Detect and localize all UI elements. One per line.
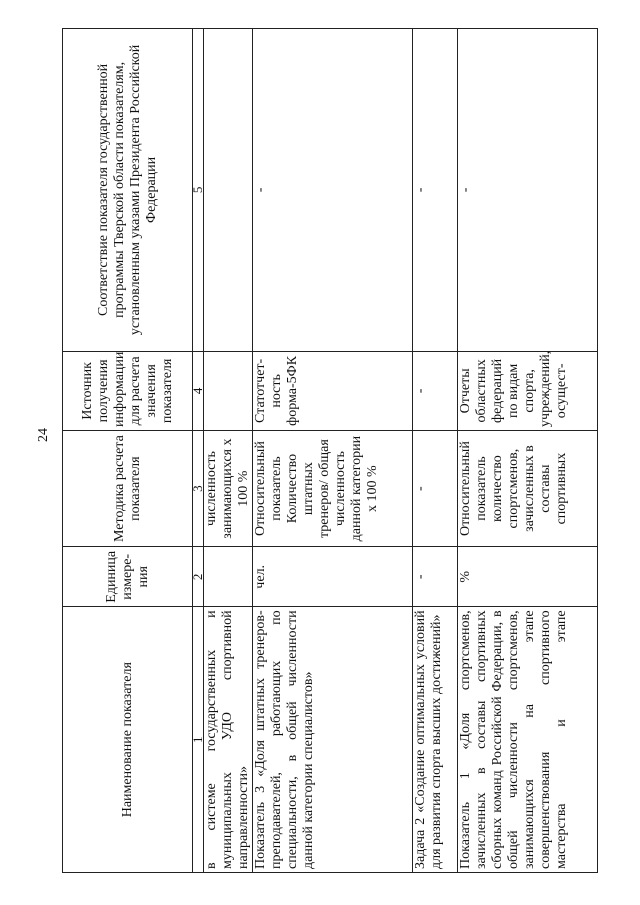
header-source: Источник получения информации для расчета значения показателя [63,351,193,430]
task-method: - [413,430,458,546]
column-number: 4 [193,351,204,430]
indicator-compliance [204,29,253,352]
indicator-compliance: - [458,29,598,352]
indicator-source [204,351,253,430]
table-row [413,29,458,873]
task-compliance: - [413,29,458,352]
table-row [204,29,253,873]
indicator-name: в системе государственных и муниципальных УДО спортивной направленности» [204,607,253,873]
indicator-method: Относительный показатель количество спортсменов, зачисленных в составы спортивных [458,430,598,546]
column-number: 1 [193,607,204,873]
indicator-name: Показатель 1 «Доля спортсменов, зачисленных в составы спортивных сборных команд Российской Федерации, в общей численности спортсменов, занимающихся на этапе совершенствования спортивного мастерства и этапе [458,607,598,873]
indicator-source: Статотчет-ность форма-5ФК [253,351,413,430]
page-number: 24 [36,428,51,442]
indicator-unit [204,547,253,607]
header-name: Наименование показателя [63,607,193,873]
column-number: 3 [193,430,204,546]
indicator-source: Отчеты областных федераций по видам спорта, учреждений, осущест- [458,351,598,430]
column-number: 2 [193,547,204,607]
indicator-unit: чел. [253,547,413,607]
column-numbers-row [193,29,204,873]
header-compliance: Соответствие показателя государственной программы Тверской области показателям, установленным указами Президента Российской Федерации [63,29,193,352]
indicator-unit: % [458,547,598,607]
indicator-name: Показатель 3 «Доля штатных тренеров-преподавателей, работающих по специальности, в общей численности данной категории специалистов» [253,607,413,873]
table-row [253,29,413,873]
task-unit: - [413,547,458,607]
indicator-compliance: - [253,29,413,352]
header-method: Методика расчета показателя [63,430,193,546]
table-row [458,29,598,873]
rotated-table-container [62,28,590,873]
table-header-row [63,29,193,873]
indicator-method: Относительный показатель Количество штатных тренеров/ общая численность данной категории х 100 % [253,430,413,546]
header-unit: Единица измере-ния [63,547,193,607]
indicators-table [62,28,598,873]
column-number: 5 [193,29,204,352]
task-name: Задача 2 «Создание оптимальных условий для развития спорта высших достижений» [413,607,458,873]
indicator-method: численность занимающихся х 100 % [204,430,253,546]
task-source: - [413,351,458,430]
